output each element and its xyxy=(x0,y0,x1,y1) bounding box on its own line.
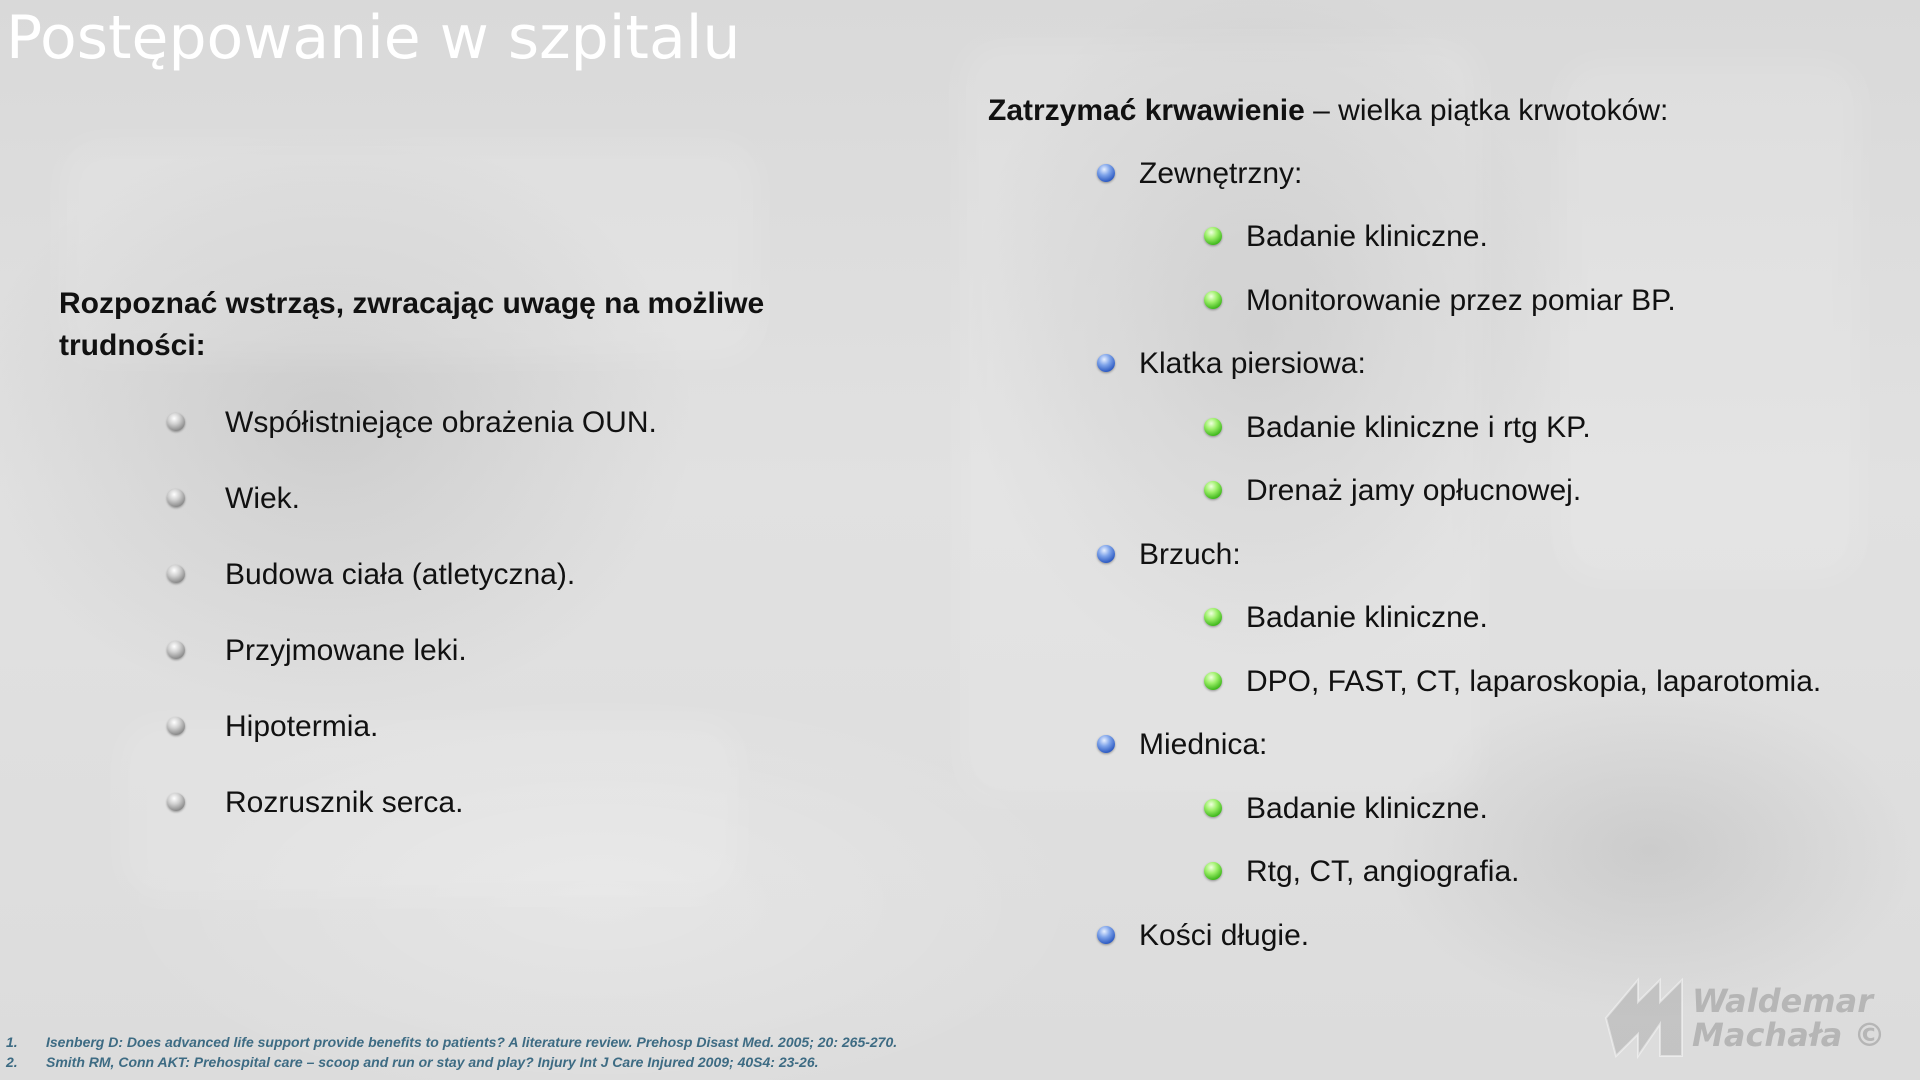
sub-item-text: Drenaż jamy opłucnowej. xyxy=(1246,474,1582,507)
gray-bullet-icon xyxy=(167,793,185,811)
footnote-number: 2. xyxy=(6,1054,18,1070)
green-bullet-icon xyxy=(1204,418,1222,436)
sub-item-text: Badanie kliniczne i rtg KP. xyxy=(1246,411,1591,444)
right-heading-rest: – wielka piątka krwotoków: xyxy=(1304,94,1669,127)
wm-monogram-logo-icon xyxy=(1600,974,1700,1062)
blue-bullet-icon xyxy=(1097,164,1115,182)
green-bullet-icon xyxy=(1204,799,1222,817)
group-label: Klatka piersiowa: xyxy=(1139,347,1366,380)
gray-bullet-icon xyxy=(167,489,185,507)
slide-title: Postępowanie w szpitalu xyxy=(6,3,741,73)
green-bullet-icon xyxy=(1204,862,1222,880)
green-bullet-icon xyxy=(1204,227,1222,245)
green-bullet-icon xyxy=(1204,481,1222,499)
list-item-text: Rozrusznik serca. xyxy=(225,786,464,819)
list-item-text: Przyjmowane leki. xyxy=(225,634,467,667)
background-blur-shape xyxy=(1560,60,1860,580)
list-item-text: Budowa ciała (atletyczna). xyxy=(225,558,576,591)
group-label: Zewnętrzny: xyxy=(1139,157,1303,190)
list-item-text: Współistniejące obrażenia OUN. xyxy=(225,406,657,439)
footnote-number: 1. xyxy=(6,1034,18,1050)
green-bullet-icon xyxy=(1204,291,1222,309)
blue-bullet-icon xyxy=(1097,545,1115,563)
gray-bullet-icon xyxy=(167,641,185,659)
list-item-text: Hipotermia. xyxy=(225,710,379,743)
right-heading-bold: Zatrzymać krwawienie xyxy=(988,94,1305,127)
footnote-text: Smith RM, Conn AKT: Prehospital care – scoop and run or stay and play? Injury Int J Care Injured 2009; 40S4: 23-26. xyxy=(46,1054,819,1070)
right-heading xyxy=(988,90,1668,132)
sub-item-text: Badanie kliniczne. xyxy=(1246,220,1488,253)
group-label: Kości długie. xyxy=(1139,919,1310,952)
watermark xyxy=(1600,968,1900,1068)
left-heading: Rozpoznać wstrząs, zwracając uwagę na możliwe trudności: xyxy=(59,287,765,362)
green-bullet-icon xyxy=(1204,608,1222,626)
blue-bullet-icon xyxy=(1097,354,1115,372)
blue-bullet-icon xyxy=(1097,735,1115,753)
watermark-line-1: Waldemar xyxy=(1692,982,1874,1020)
green-bullet-icon xyxy=(1204,672,1222,690)
gray-bullet-icon xyxy=(167,717,185,735)
list-item-text: Wiek. xyxy=(225,482,300,515)
sub-item-text: Monitorowanie przez pomiar BP. xyxy=(1246,284,1676,317)
watermark-line-2: Machała © xyxy=(1692,1016,1886,1054)
blue-bullet-icon xyxy=(1097,926,1115,944)
gray-bullet-icon xyxy=(167,413,185,431)
sub-item-text: Badanie kliniczne. xyxy=(1246,601,1488,634)
gray-bullet-icon xyxy=(167,565,185,583)
sub-item-text: Rtg, CT, angiografia. xyxy=(1246,855,1520,888)
watermark-text xyxy=(1692,984,1886,1052)
footnote-text: Isenberg D: Does advanced life support provide benefits to patients? A literature review. Prehosp Disast Med. 2005; 20: 265-270. xyxy=(46,1034,898,1050)
group-label: Brzuch: xyxy=(1139,538,1241,571)
group-label: Miednica: xyxy=(1139,728,1268,761)
sub-item-text: Badanie kliniczne. xyxy=(1246,792,1488,825)
sub-item-text: DPO, FAST, CT, laparoskopia, laparotomia. xyxy=(1246,665,1822,698)
